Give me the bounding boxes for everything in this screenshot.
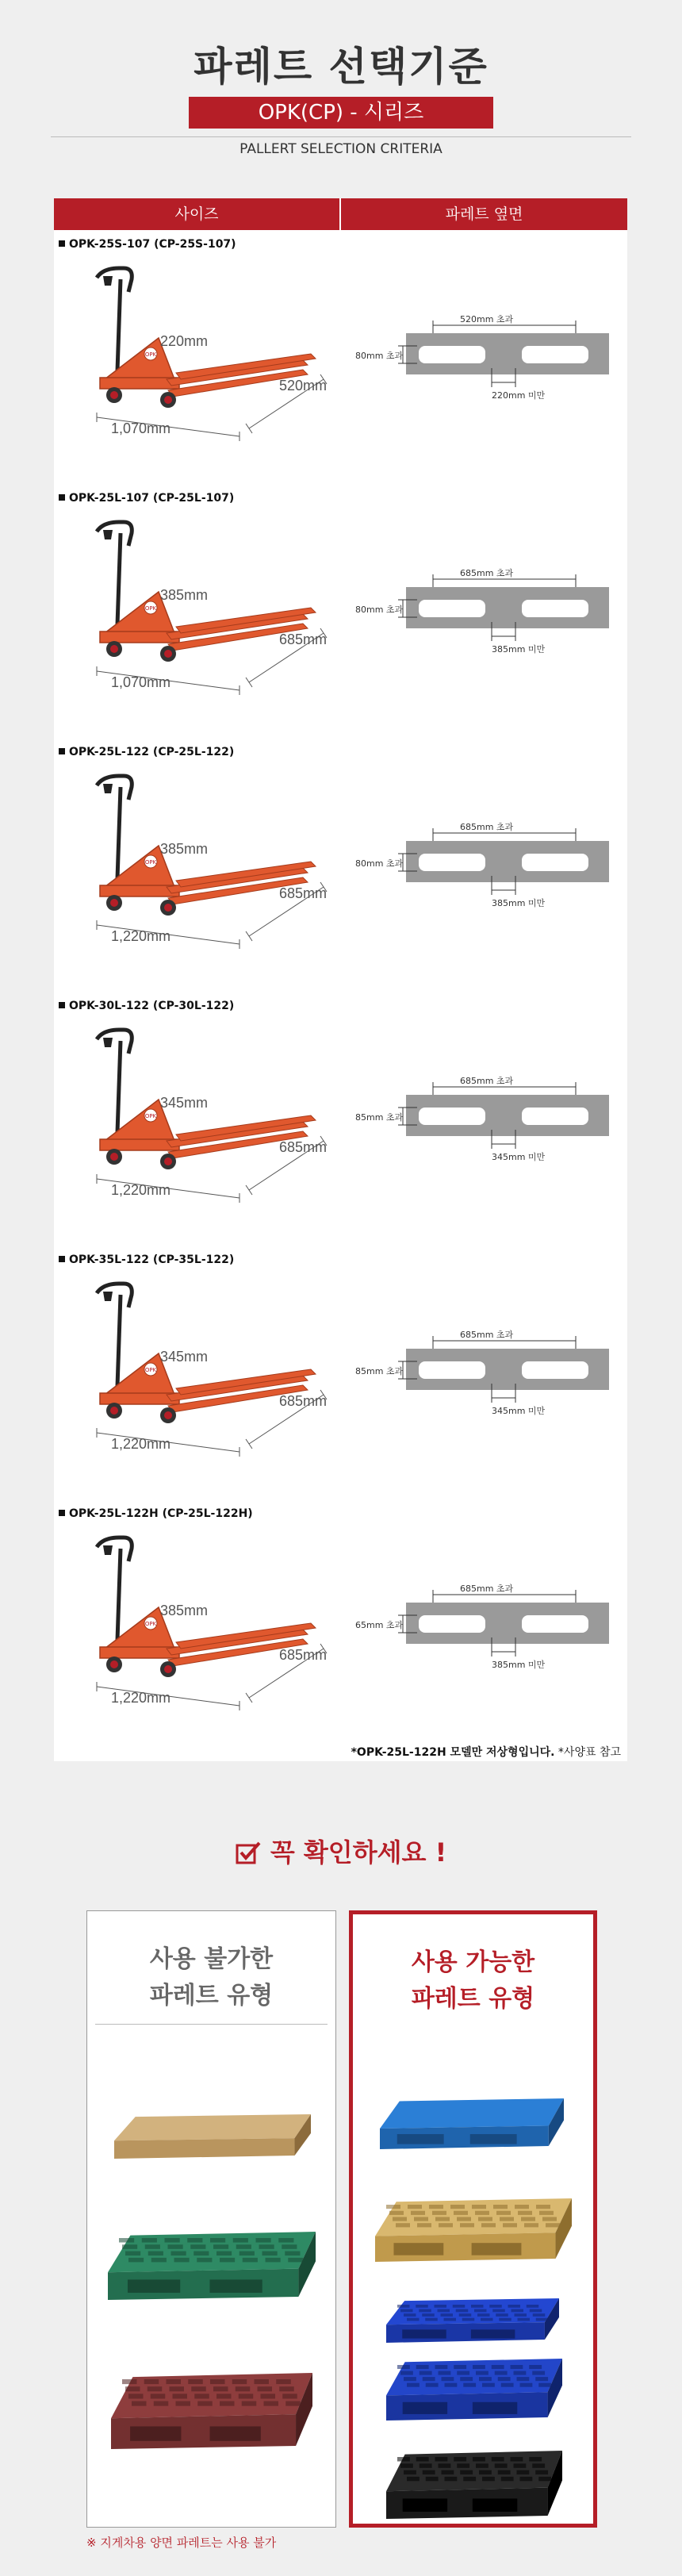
table-row [54,995,627,1249]
pallet-top-dimension: 685mm 초과 [460,1584,514,1594]
column-header-side: 파레트 옆면 [341,198,627,230]
pallet-top-dimension: 685mm 초과 [460,822,514,832]
fork-center-dimension: 345mm [160,1349,209,1365]
svg-text:OPK: OPK [144,1113,157,1119]
check-title-text: 꼭 확인하세요 ! [270,1837,447,1868]
double-sided-wood-pallet-icon [111,2111,314,2163]
tan-grid-pallet-icon [372,2195,575,2267]
svg-text:OPK: OPK [144,351,157,358]
unusable-pallets-panel [86,1910,336,2528]
series-band: OPK(CP) - 시리즈 [189,97,493,129]
pallet-side-diagram [341,1050,627,1169]
pallet-bottom-dimension: 385mm 미만 [492,898,546,908]
blue-plastic-pallet-icon [377,2095,567,2154]
fork-width-dimension: 685mm [279,632,328,647]
spec-note [351,1744,621,1760]
unusable-heading-line1: 사용 불가한 [149,1945,274,1973]
svg-text:OPK: OPK [144,859,157,866]
double-sided-green-pallet-icon [105,2229,319,2305]
check-section-title [0,1833,682,1872]
pallet-side-diagram [341,289,627,408]
pallet-height-dimension: 80mm 초과 [355,858,404,869]
pallet-side-diagram [341,797,627,916]
fork-center-dimension: 220mm [160,333,209,349]
pallet-height-dimension: 80mm 초과 [355,351,404,361]
table-row [54,741,627,995]
pallet-height-dimension: 85mm 초과 [355,1366,404,1376]
double-sided-red-pallet-icon [108,2370,316,2454]
fork-center-dimension: 385mm [160,1603,209,1618]
page-title: 파레트 선택기준 [193,44,489,90]
pallet-side-diagram [341,1304,627,1423]
svg-text:OPK: OPK [144,1367,157,1373]
pallet-top-dimension: 520mm 초과 [460,314,514,324]
fork-width-dimension: 685mm [279,885,328,901]
checkbox-icon [236,1841,261,1872]
fork-center-dimension: 345mm [160,1095,209,1111]
fork-length-dimension: 1,220mm [111,1182,171,1198]
usable-heading [353,1914,593,2017]
fork-width-dimension: 685mm [279,1139,328,1155]
column-header-size: 사이즈 [54,198,339,230]
table-row [54,1503,627,1756]
svg-text:OPK: OPK [144,605,157,612]
pallet-height-dimension: 80mm 초과 [355,605,404,615]
fork-length-dimension: 1,220mm [111,1436,171,1452]
model-name: OPK-25L-122H (CP-25L-122H) [59,1507,253,1520]
fork-length-dimension: 1,220mm [111,928,171,944]
usable-pallets-panel [349,1910,597,2528]
unusable-heading [87,1911,335,2014]
pallet-top-dimension: 685mm 초과 [460,1330,514,1340]
usable-heading-line2: 파레트 유형 [411,1985,535,2013]
pallet-height-dimension: 85mm 초과 [355,1112,404,1123]
blue-mesh-pallet-icon [383,2355,565,2425]
page-subtitle: PALLERT SELECTION CRITERIA [239,141,443,157]
model-name: OPK-30L-122 (CP-30L-122) [59,1000,234,1012]
pallet-top-dimension: 685mm 초과 [460,568,514,578]
model-name: OPK-25L-107 (CP-25L-107) [59,492,234,505]
svg-text:OPK: OPK [144,1621,157,1627]
blue-grid-pallet-icon [383,2295,562,2348]
fork-width-dimension: 685mm [279,1647,328,1663]
fork-length-dimension: 1,220mm [111,1690,171,1706]
note-reference: *사양표 참고 [554,1746,621,1759]
note-lowprofile: *OPK-25L-122H 모델만 저상형입니다. [351,1746,555,1759]
pallet-height-dimension: 65mm 초과 [355,1620,404,1630]
selection-table [54,198,627,1761]
pallet-bottom-dimension: 220mm 미만 [492,390,546,401]
black-mesh-pallet-icon [383,2447,565,2524]
table-row [54,487,627,741]
fork-center-dimension: 385mm [160,587,209,603]
table-row [54,1249,627,1503]
unusable-heading-line2: 파레트 유형 [149,1982,274,2010]
pallet-bottom-dimension: 385mm 미만 [492,644,546,655]
pallet-bottom-dimension: 345mm 미만 [492,1406,546,1416]
model-name: OPK-25L-122 (CP-25L-122) [59,746,234,758]
pallet-bottom-dimension: 345mm 미만 [492,1152,546,1162]
footnote: ※ 지게차용 양면 파레트는 사용 불가 [86,2536,277,2550]
model-name: OPK-35L-122 (CP-35L-122) [59,1253,234,1266]
fork-width-dimension: 685mm [279,1393,328,1409]
fork-length-dimension: 1,070mm [111,674,171,690]
fork-center-dimension: 385mm [160,841,209,857]
fork-width-dimension: 520mm [279,378,328,394]
header-divider [51,136,631,137]
fork-length-dimension: 1,070mm [111,420,171,436]
panel-divider [95,2024,328,2025]
model-name: OPK-25S-107 (CP-25S-107) [59,238,236,251]
pallet-bottom-dimension: 385mm 미만 [492,1660,546,1670]
usable-heading-line1: 사용 가능한 [411,1948,535,1976]
table-row [54,233,627,487]
pallet-side-diagram [341,1558,627,1677]
pallet-top-dimension: 685mm 초과 [460,1076,514,1086]
pallet-side-diagram [341,543,627,662]
header [0,0,682,184]
